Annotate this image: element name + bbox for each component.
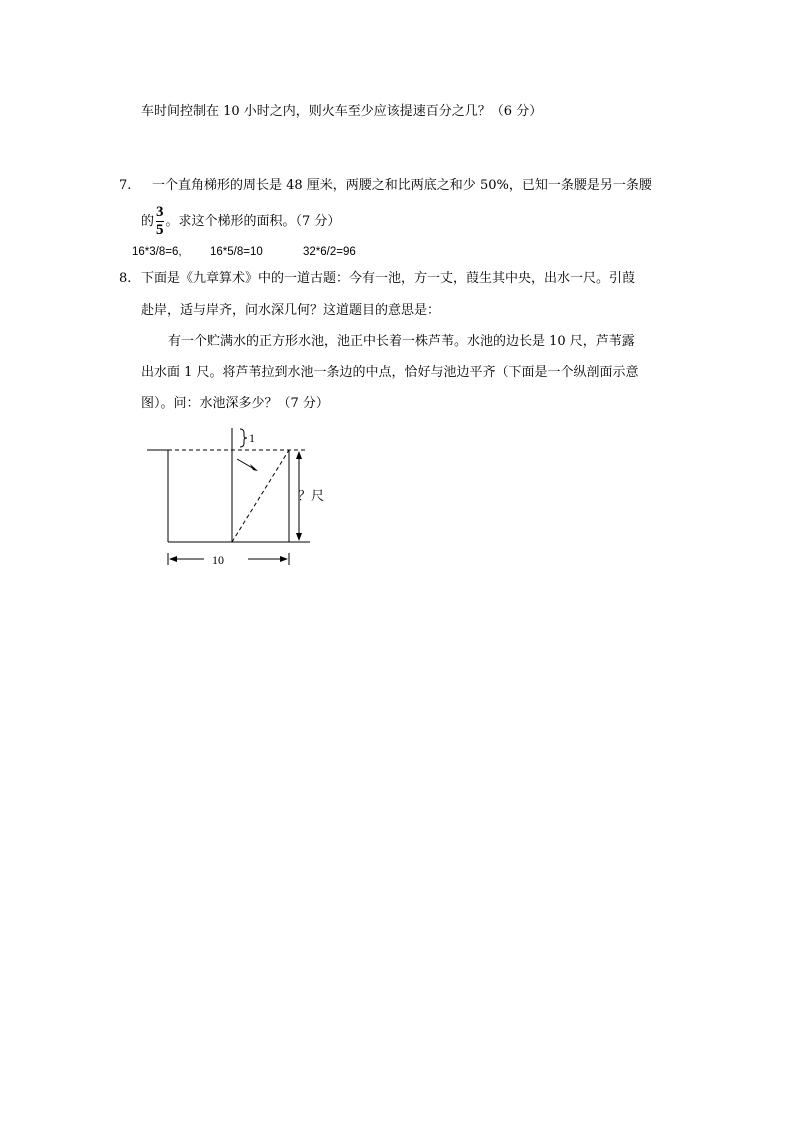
pulled-reed-line bbox=[232, 450, 289, 542]
width-label: 10 bbox=[212, 553, 224, 567]
q8-line-4: 出水面 1 尺。将芦苇拉到水池一条边的中点，恰好与池边平齐（下面是一个纵剖面示意 bbox=[141, 365, 639, 380]
q7-work-3: 32*6/2=96 bbox=[303, 246, 356, 258]
width-arrow-right-icon bbox=[280, 556, 288, 562]
fraction-numerator: 3 bbox=[156, 204, 164, 220]
q7-number: 7. bbox=[119, 178, 132, 193]
q7-line-2-prefix: 的 bbox=[141, 214, 155, 229]
fraction-denominator: 5 bbox=[156, 222, 164, 238]
q7-line-2-suffix: 。求这个梯形的面积。（7 分） bbox=[165, 214, 341, 229]
q7-work-2: 16*5/8=10 bbox=[210, 246, 263, 258]
q7-work-1: 16*3/8=6, bbox=[132, 246, 182, 258]
q8-line-3: 有一个贮满水的正方形水池，池正中长着一株芦苇。水池的边长是 10 尺，芦苇露 bbox=[168, 334, 635, 349]
top-label: 1 bbox=[249, 431, 255, 445]
q8-line-1: 下面是《九章算术》中的一道古题：今有一池，方一丈，葭生其中央，出水一尺。引葭 bbox=[141, 271, 636, 286]
depth-arrow-down-icon bbox=[296, 533, 302, 541]
q8-number: 8. bbox=[119, 271, 132, 286]
brace-icon bbox=[240, 429, 247, 447]
q8-line-2: 赴岸，适与岸齐，问水深几何？这道题目的意思是： bbox=[141, 303, 441, 318]
top-line: 车时间控制在 10 小时之内，则火车至少应该提速百分之几？（6 分） bbox=[141, 104, 543, 119]
width-arrow-left-icon bbox=[169, 556, 177, 562]
depth-label: ？尺 bbox=[298, 488, 325, 503]
q8-line-5: 图）。问：水池深多少？（7 分） bbox=[141, 396, 329, 411]
depth-arrow-up-icon bbox=[296, 451, 302, 459]
q7-line-1: 一个直角梯形的周长是 48 厘米，两腰之和比两底之和少 50%，已知一条腰是另一条腰 bbox=[152, 178, 652, 193]
